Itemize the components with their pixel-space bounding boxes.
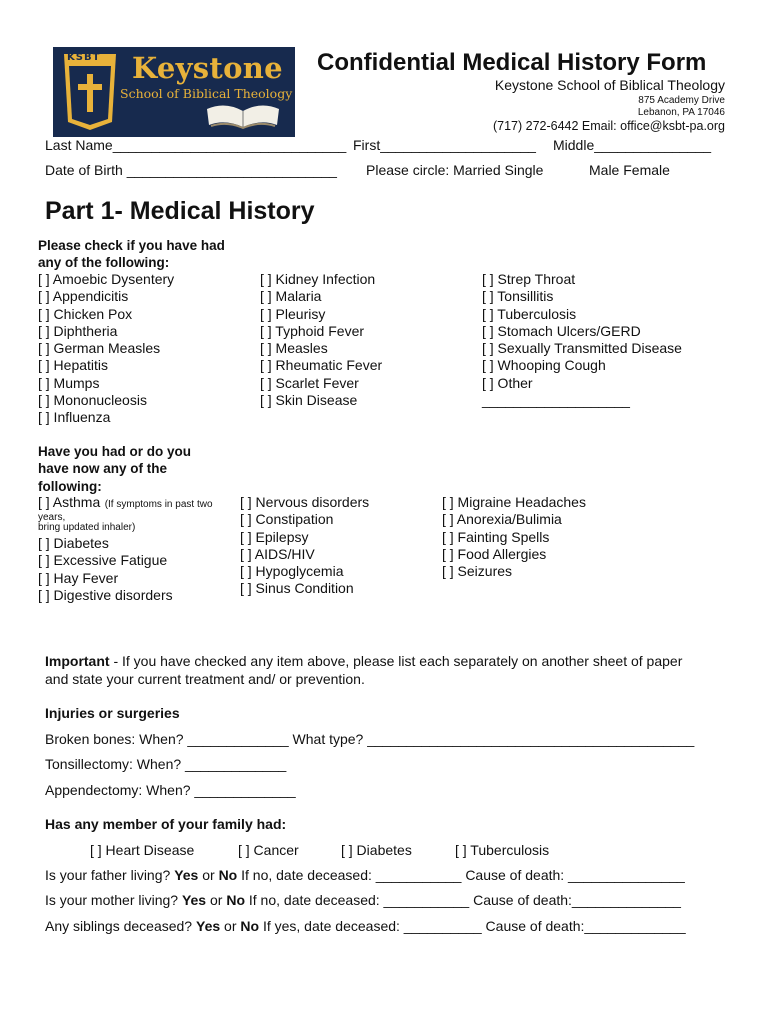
checkbox-item[interactable]: [ ] Nervous disorders <box>240 494 370 510</box>
q2-list-2 <box>240 494 369 598</box>
checkbox-item[interactable]: [ ] Anorexia/Bulimia <box>442 511 562 528</box>
mother-deceased-field[interactable]: If no, date deceased: ___________ Cause of death:______________ <box>248 892 681 908</box>
condition-list-1 <box>38 271 174 427</box>
checkbox-item[interactable]: [ ] Food Allergies <box>442 545 547 562</box>
checkbox-item[interactable]: [ ] Epilepsy <box>240 528 309 545</box>
condition-list-2 <box>260 271 382 409</box>
tonsillectomy-field[interactable]: Tonsillectomy: When? _____________ <box>45 756 287 772</box>
address-line-1: 875 Academy Drive <box>638 95 725 106</box>
appendectomy-field[interactable]: Appendectomy: When? _____________ <box>45 782 296 798</box>
checkbox-item[interactable]: [ ] Diabetes <box>38 535 109 551</box>
q2-heading-line: have now any of the <box>38 461 168 477</box>
checkbox-item[interactable]: [ ] Hypoglycemia <box>240 563 344 580</box>
checkbox-item[interactable]: [ ] Scarlet Fever <box>260 374 359 391</box>
asthma-checkbox[interactable]: [ ] Asthma <box>38 494 101 510</box>
no-option[interactable]: No <box>240 918 260 934</box>
yes-option[interactable]: Yes <box>196 918 221 934</box>
yes-option[interactable]: Yes <box>181 892 207 908</box>
keystone-badge-icon <box>60 52 120 132</box>
checkbox-item[interactable]: [ ] Hepatitis <box>38 357 109 374</box>
important-text-line-2: and state your current treatment and/ or prevention. <box>45 671 365 687</box>
checkbox-item[interactable]: [ ] Malaria <box>260 288 322 305</box>
important-label: Important <box>45 653 110 669</box>
yes-option[interactable]: Yes <box>174 867 199 883</box>
broken-bones-field[interactable]: Broken bones: When? _____________ What type? __________________________________________ <box>45 731 695 747</box>
asthma-item[interactable] <box>38 494 213 512</box>
logo-subtitle: School of Biblical Theology <box>120 86 293 101</box>
checkbox-item[interactable]: [ ] Appendicitis <box>38 288 129 305</box>
checkbox-item[interactable]: [ ] Fainting Spells <box>442 528 550 545</box>
checkbox-item[interactable]: [ ] Digestive disorders <box>38 586 173 603</box>
mother-question: Is your mother living? <box>45 892 179 908</box>
asthma-note: (If symptoms in past two <box>104 499 213 510</box>
gender-circle[interactable]: Male Female <box>589 162 670 178</box>
other-condition-field[interactable]: ___________________ <box>482 392 630 409</box>
asthma-note-line: bring updated inhaler) <box>38 522 136 533</box>
checkbox-item[interactable]: [ ] Other <box>482 374 533 391</box>
checkbox-item[interactable]: [ ] Skin Disease <box>260 392 358 409</box>
q1-heading <box>38 237 225 272</box>
checkbox-item[interactable]: [ ] Sinus Condition <box>240 580 354 597</box>
injuries-heading: Injuries or surgeries <box>45 705 180 721</box>
school-name: Keystone School of Biblical Theology <box>494 77 725 93</box>
logo-name: Keystone <box>132 51 283 85</box>
checkbox-item[interactable]: [ ] Tuberculosis <box>482 305 577 322</box>
or-text: or <box>202 867 215 883</box>
checkbox-item[interactable]: [ ] Measles <box>260 340 328 357</box>
checkbox-item[interactable]: [ ] Whooping Cough <box>482 357 606 374</box>
family-heading: Has any member of your family had: <box>45 816 287 832</box>
family-checkbox-item[interactable]: [ ] Heart Disease <box>90 842 195 858</box>
checkbox-item[interactable]: [ ] Typhoid Fever <box>260 322 365 339</box>
dob-field[interactable]: Date of Birth ___________________________ <box>45 162 337 178</box>
condition-list-3 <box>482 271 682 409</box>
siblings-question: Any siblings deceased? <box>45 918 193 934</box>
q2-heading-line: Have you had or do you <box>38 444 192 459</box>
checkbox-item[interactable]: [ ] Excessive Fatigue <box>38 552 168 569</box>
checkbox-item[interactable]: [ ] Hay Fever <box>38 569 119 586</box>
open-bible-icon <box>203 99 283 131</box>
marital-status-circle[interactable]: Please circle: Married Single <box>366 162 544 178</box>
q1-heading-line: Please check if you have had <box>38 238 225 253</box>
no-option[interactable]: No <box>226 892 245 908</box>
checkbox-item[interactable]: [ ] Tonsillitis <box>482 288 554 305</box>
checkbox-item[interactable]: [ ] AIDS/HIV <box>240 545 315 562</box>
checkbox-item[interactable]: [ ] Mumps <box>38 374 100 391</box>
family-checkbox-item[interactable]: [ ] Cancer <box>238 842 299 858</box>
siblings-deceased-field[interactable]: If yes, date deceased: __________ Cause of death:_____________ <box>262 918 686 934</box>
q1-heading-line: any of the following: <box>38 255 170 271</box>
checkbox-item[interactable]: [ ] Diphtheria <box>38 322 118 339</box>
family-checkbox-item[interactable]: [ ] Diabetes <box>341 842 412 858</box>
checkbox-item[interactable]: [ ] Kidney Infection <box>260 271 376 287</box>
part-1-title: Part 1- Medical History <box>45 197 315 225</box>
important-note <box>45 653 682 670</box>
checkbox-item[interactable]: [ ] Amoebic Dysentery <box>38 271 175 287</box>
asthma-note-line: years, <box>38 512 66 523</box>
checkbox-item[interactable]: [ ] Strep Throat <box>482 271 576 287</box>
school-logo <box>53 47 295 137</box>
checkbox-item[interactable]: [ ] German Measles <box>38 340 161 357</box>
q2-heading <box>38 443 191 495</box>
checkbox-item[interactable]: [ ] Sexually Transmitted Disease <box>482 340 682 357</box>
important-text: - If you have checked any item above, please list each separately on another sheet of paper <box>109 653 683 669</box>
q2-list-3 <box>442 494 586 580</box>
form-title: Confidential Medical History Form <box>317 49 707 76</box>
mother-living-row <box>45 892 681 909</box>
family-checkbox-item[interactable]: [ ] Tuberculosis <box>455 842 550 858</box>
q2-list-1 <box>38 535 173 604</box>
checkbox-item[interactable]: [ ] Rheumatic Fever <box>260 357 383 374</box>
first-name-field[interactable]: First____________________ <box>353 137 536 153</box>
father-living-row <box>45 867 685 884</box>
checkbox-item[interactable]: [ ] Chicken Pox <box>38 305 133 322</box>
checkbox-item[interactable]: [ ] Constipation <box>240 511 334 528</box>
no-option[interactable]: No <box>218 867 238 883</box>
or-text: or <box>209 892 223 908</box>
checkbox-item[interactable]: [ ] Migraine Headaches <box>442 494 586 510</box>
q2-heading-line: following: <box>38 478 102 494</box>
checkbox-item[interactable]: [ ] Seizures <box>442 563 513 580</box>
siblings-row <box>45 918 686 935</box>
address-line-2: Lebanon, PA 17046 <box>637 107 725 118</box>
father-question: Is your father living? <box>45 867 171 883</box>
checkbox-item[interactable]: [ ] Mononucleosis <box>38 392 147 409</box>
checkbox-item[interactable]: [ ] Stomach Ulcers/GERD <box>482 322 641 339</box>
checkbox-item[interactable]: [ ] Pleurisy <box>260 305 326 322</box>
checkbox-item[interactable]: [ ] Influenza <box>38 409 111 426</box>
last-name-field[interactable]: Last Name______________________________ <box>45 137 347 153</box>
or-text: or <box>224 918 237 934</box>
contact-info: (717) 272-6442 Email: office@ksbt-pa.org <box>492 119 725 133</box>
middle-name-field[interactable]: Middle_______________ <box>553 137 712 153</box>
father-deceased-field[interactable]: If no, date deceased: ___________ Cause of death: _______________ <box>241 867 685 883</box>
logo-badge-text: KSBT <box>67 52 101 63</box>
